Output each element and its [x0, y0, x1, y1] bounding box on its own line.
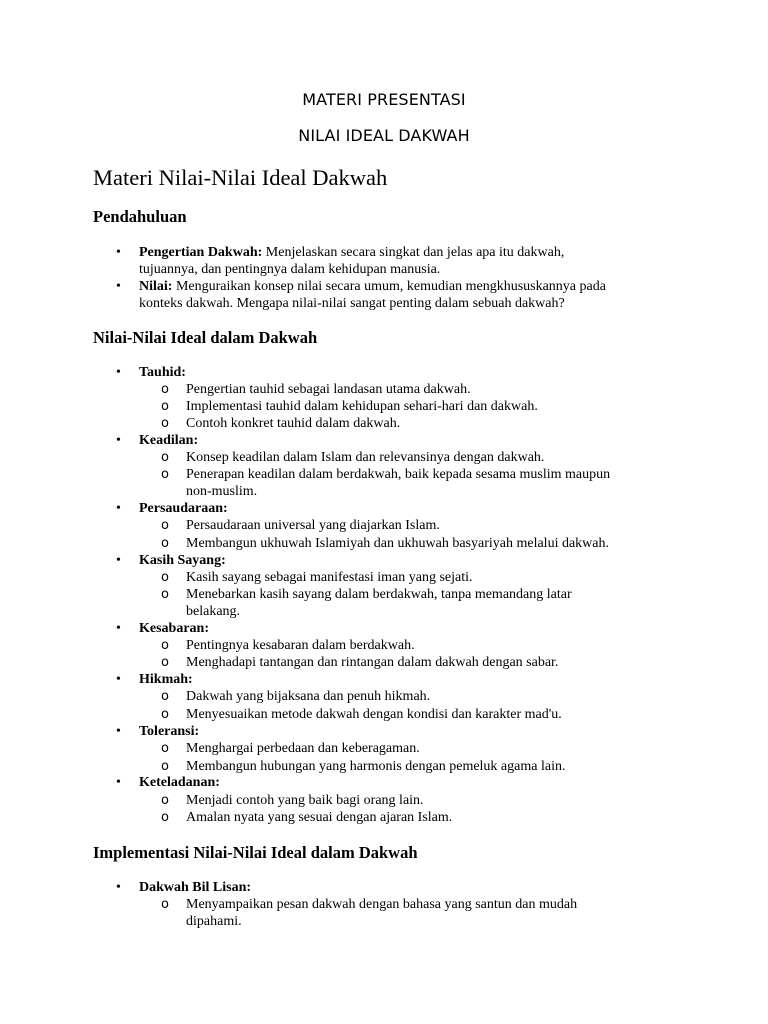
sub-bullet-icon: o [161, 570, 169, 585]
item-text: Menguraikan konsep nilai secara umum, kemudian mengkhususkannya pada [172, 279, 606, 294]
group-label: Dakwah Bil Lisan: [139, 880, 252, 895]
group-label: Kesabaran: [139, 621, 209, 636]
sub-item: Menghadapi tantangan dan rintangan dalam dakwah dengan sabar. [186, 655, 559, 670]
group-label: Keteladanan: [139, 775, 220, 790]
list-item [139, 244, 564, 261]
bullet-icon: • [116, 672, 121, 687]
sub-item: Pentingnya kesabaran dalam berdakwah. [186, 638, 415, 653]
sub-item: Persaudaraan universal yang diajarkan Islam. [186, 518, 440, 533]
bullet-icon: • [116, 245, 121, 260]
item-label: Pengertian Dakwah: [139, 245, 263, 260]
sub-item: Menebarkan kasih sayang dalam berdakwah, tanpa memandang latar [186, 587, 572, 602]
bullet-icon: • [116, 775, 121, 790]
sub-item: Pengertian tauhid sebagai landasan utama dakwah. [186, 382, 471, 397]
bullet-icon: • [116, 621, 121, 636]
sub-item: Menyesuaikan metode dakwah dengan kondisi dan karakter mad'u. [186, 707, 562, 722]
section-heading-nilai-ideal: Nilai-Nilai Ideal dalam Dakwah [93, 328, 318, 347]
sub-bullet-icon: o [161, 416, 169, 431]
sub-bullet-icon: o [161, 810, 169, 825]
sub-item: Penerapan keadilan dalam berdakwah, baik kepada sesama muslim maupun [186, 467, 611, 482]
item-text-continued: konteks dakwah. Mengapa nilai-nilai sangat penting dalam sebuah dakwah? [139, 296, 565, 311]
group-label: Keadilan: [139, 433, 199, 448]
sub-bullet-icon: o [161, 536, 169, 551]
sub-item: Membangun hubungan yang harmonis dengan pemeluk agama lain. [186, 759, 566, 774]
document-title: Materi Nilai-Nilai Ideal Dakwah [93, 165, 388, 190]
sub-bullet-icon: o [161, 450, 169, 465]
group-label: Persaudaraan: [139, 501, 228, 516]
sub-bullet-icon: o [161, 655, 169, 670]
sub-item-continued: belakang. [186, 604, 241, 619]
sub-bullet-icon: o [161, 382, 169, 397]
group-label: Hikmah: [139, 672, 193, 687]
item-text-continued: tujuannya, dan pentingnya dalam kehidupan manusia. [139, 262, 441, 277]
sub-item: Menjadi contoh yang baik bagi orang lain. [186, 793, 424, 808]
sub-bullet-icon: o [161, 638, 169, 653]
item-text: Menjelaskan secara singkat dan jelas apa itu dakwah, [262, 245, 565, 260]
sub-item: Konsep keadilan dalam Islam dan relevansinya dengan dakwah. [186, 450, 545, 465]
list-item [139, 278, 606, 295]
bullet-icon: • [116, 501, 121, 516]
sub-item-continued: non-muslim. [186, 484, 258, 499]
sub-item: Kasih sayang sebagai manifestasi iman yang sejati. [186, 570, 473, 585]
header-line-1: MATERI PRESENTASI [302, 90, 466, 109]
sub-bullet-icon: o [161, 707, 169, 722]
sub-bullet-icon: o [161, 587, 169, 602]
section-heading-pendahuluan: Pendahuluan [93, 207, 187, 226]
sub-bullet-icon: o [161, 897, 169, 912]
bullet-icon: • [116, 433, 121, 448]
sub-bullet-icon: o [161, 399, 169, 414]
sub-item: Menghargai perbedaan dan keberagaman. [186, 741, 420, 756]
sub-item: Implementasi tauhid dalam kehidupan sehari-hari dan dakwah. [186, 399, 538, 414]
header-line-2: NILAI IDEAL DAKWAH [298, 126, 470, 145]
sub-item: Contoh konkret tauhid dalam dakwah. [186, 416, 401, 431]
sub-bullet-icon: o [161, 741, 169, 756]
bullet-icon: • [116, 880, 121, 895]
sub-bullet-icon: o [161, 689, 169, 704]
bullet-icon: • [116, 724, 121, 739]
sub-bullet-icon: o [161, 759, 169, 774]
sub-item: Amalan nyata yang sesuai dengan ajaran Islam. [186, 810, 453, 825]
item-label: Nilai: [139, 279, 173, 294]
bullet-icon: • [116, 553, 121, 568]
group-label: Toleransi: [139, 724, 200, 739]
group-label: Kasih Sayang: [139, 553, 226, 568]
sub-bullet-icon: o [161, 793, 169, 808]
section-heading-implementasi: Implementasi Nilai-Nilai Ideal dalam Dakwah [93, 843, 418, 862]
bullet-icon: • [116, 279, 121, 294]
sub-bullet-icon: o [161, 518, 169, 533]
group-label: Tauhid: [139, 365, 186, 380]
sub-item: Membangun ukhuwah Islamiyah dan ukhuwah basyariyah melalui dakwah. [186, 536, 610, 551]
sub-bullet-icon: o [161, 467, 169, 482]
bullet-icon: • [116, 365, 121, 380]
sub-item: Dakwah yang bijaksana dan penuh hikmah. [186, 689, 431, 704]
sub-item: Menyampaikan pesan dakwah dengan bahasa yang santun dan mudah [186, 897, 578, 912]
sub-item-continued: dipahami. [186, 914, 242, 929]
